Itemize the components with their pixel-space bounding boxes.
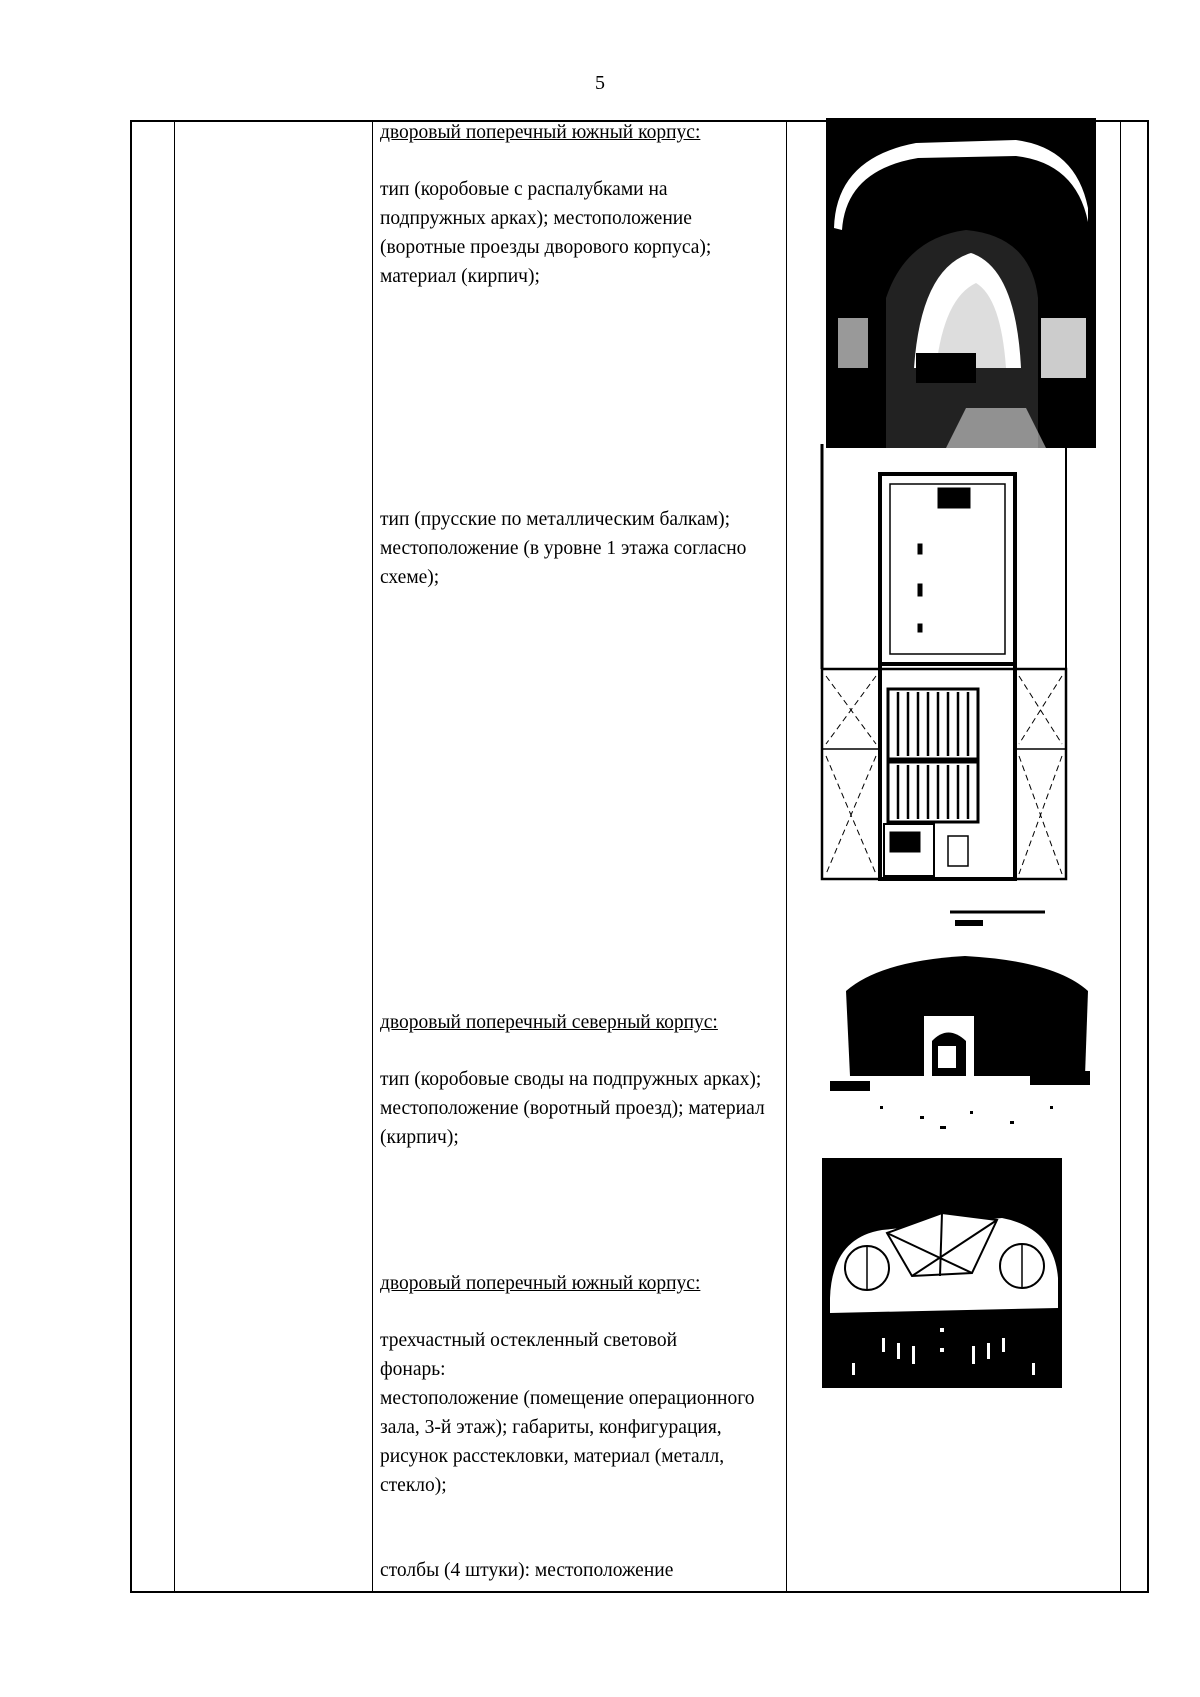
photo-north-passage	[820, 906, 1110, 1136]
block-text: тип (прусские по металлическим балкам); местоположение (в уровне 1 этажа согласно схеме);	[380, 509, 747, 588]
block-text: столбы (4 штуки): местоположение	[380, 1560, 674, 1581]
block-prussian-vaults	[380, 505, 760, 592]
column-divider-1	[174, 122, 175, 1591]
block-north-vaults	[380, 1008, 775, 1152]
block-south-vaults	[380, 118, 775, 291]
block-heading: дворовый поперечный северный корпус:	[380, 1012, 718, 1033]
block-heading: дворовый поперечный южный корпус:	[380, 122, 701, 143]
block-text-line: местоположение (помещение операционного зала, 3-й этаж); габариты, конфигурация, рисунок расстекловки, материал (металл, стекло);	[380, 1388, 755, 1496]
document-table	[130, 120, 1149, 1593]
column-divider-4	[1120, 122, 1121, 1591]
photo-skylight	[822, 1158, 1062, 1388]
page-number: 5	[595, 72, 605, 94]
column-divider-2	[372, 122, 373, 1591]
block-text: тип (коробовые своды на подпружных арках); местоположение (воротный проезд); материал (кирпич);	[380, 1069, 765, 1148]
block-skylight	[380, 1269, 775, 1500]
block-pillars	[380, 1556, 775, 1585]
photo-arched-passage	[826, 118, 1096, 448]
block-text-line: трехчастный остекленный световой	[380, 1330, 678, 1351]
floor-plan-drawing	[818, 444, 1070, 884]
block-heading: дворовый поперечный южный корпус:	[380, 1273, 701, 1294]
block-text-line: фонарь:	[380, 1359, 446, 1380]
block-text: тип (коробовые с распалубками на подпружных арках); местоположение (воротные проезды дворового корпуса); материал (кирпич);	[380, 179, 712, 287]
column-divider-3	[786, 122, 787, 1591]
